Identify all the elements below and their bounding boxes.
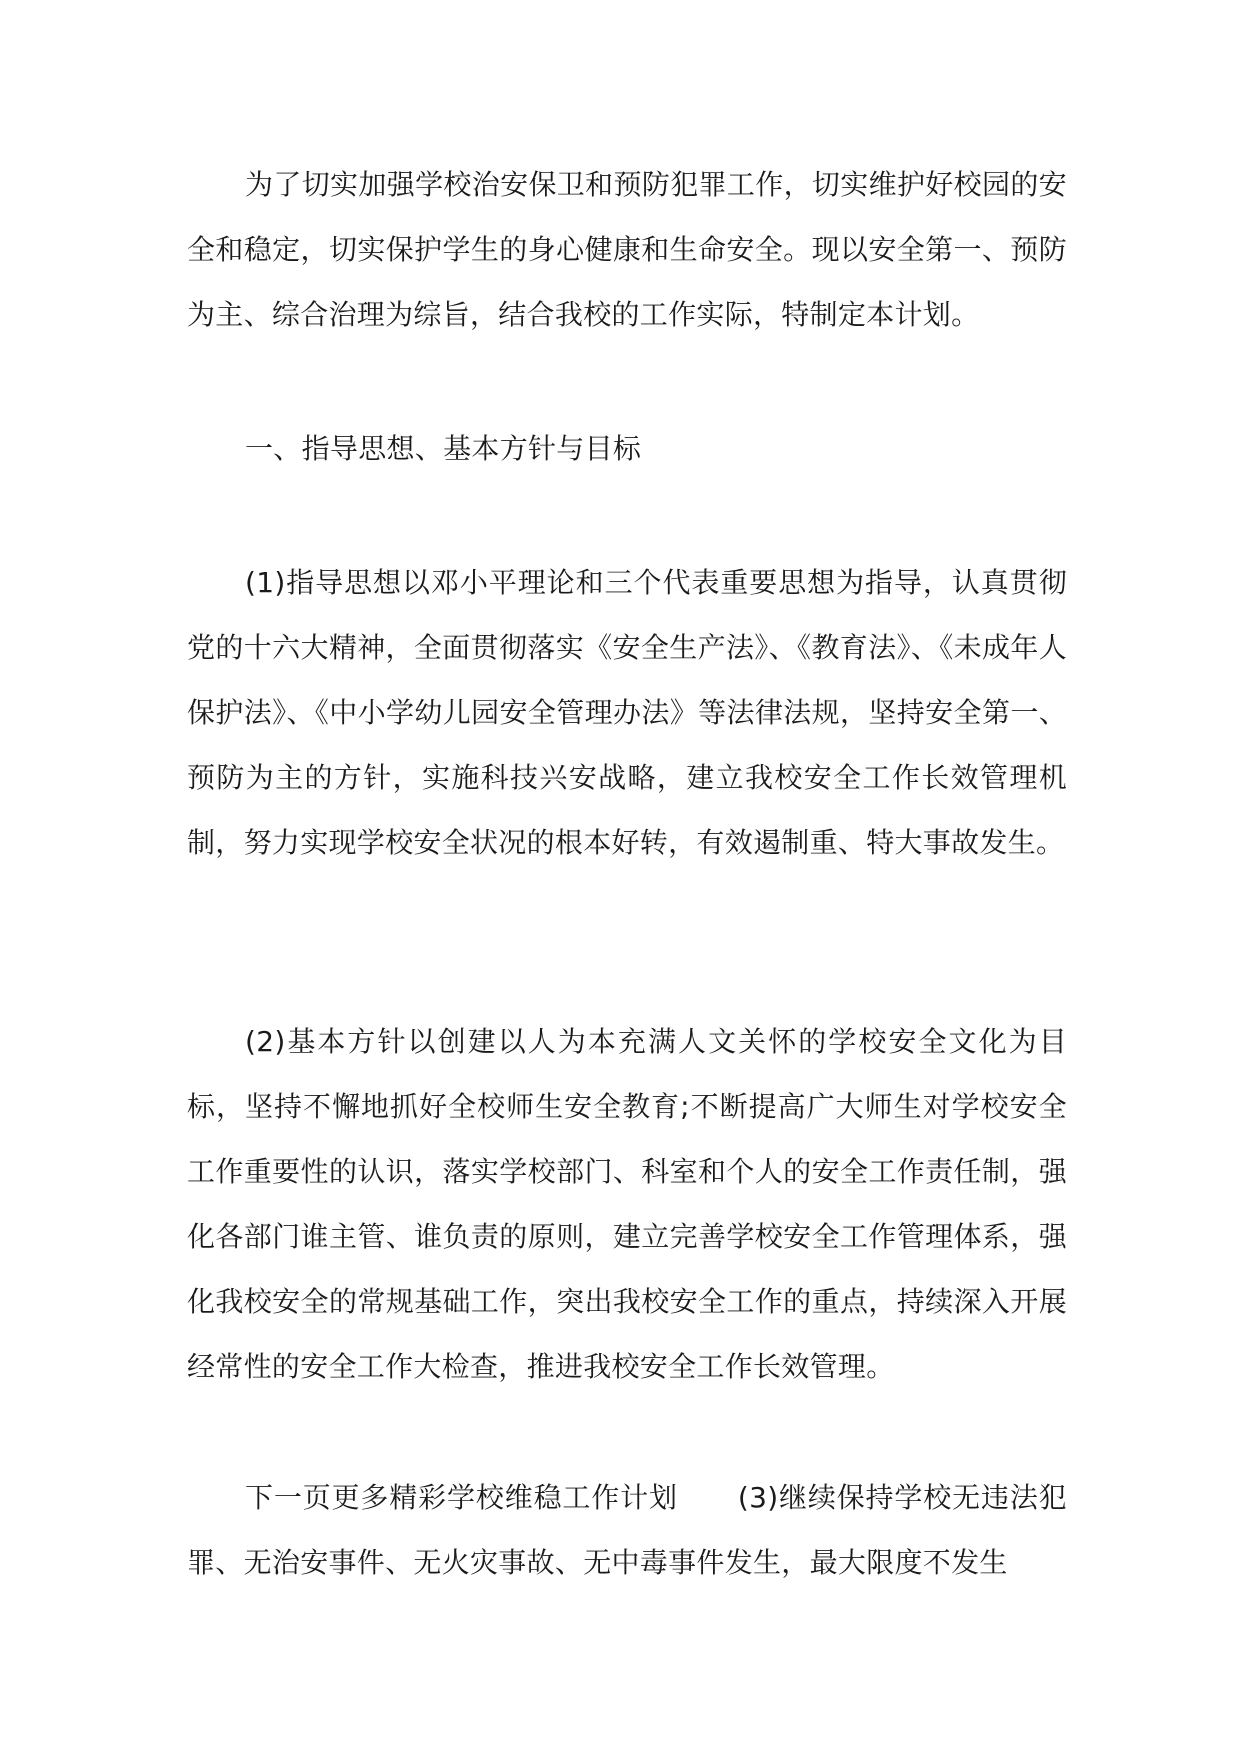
- next-page-link[interactable]: 下一页更多精彩学校维稳工作计划: [245, 1481, 678, 1514]
- goals-text: (3)继续保持学校无违法犯罪、无治安事件、无火灾事故、无中毒事件发生，最大限度不发生: [187, 1481, 1067, 1579]
- basic-policy-paragraph: (2)基本方针以创建以人为本充满人文关怀的学校安全文化为目标，坚持不懈地抓好全校师生安全教育;不断提高广大师生对学校安全工作重要性的认识，落实学校部门、科室和个人的安全工作责任制，强化各部门谁主管、谁负责的原则，建立完善学校安全工作管理体系，强化我校安全的常规基础工作，突出我校安全工作的重点，持续深入开展经常性的安全工作大检查，推进我校安全工作长效管理。: [187, 1025, 1067, 1383]
- section-heading: 一、指导思想、基本方针与目标: [245, 432, 642, 465]
- intro-paragraph: 为了切实加强学校治安保卫和预防犯罪工作，切实维护好校园的安全和稳定，切实保护学生的身心健康和生命安全。现以安全第一、预防为主、综合治理为综旨，结合我校的工作实际，特制定本计划。: [187, 168, 1067, 331]
- goals-paragraph: [187, 1465, 1067, 1595]
- guiding-ideology-paragraph: (1)指导思想以邓小平理论和三个代表重要思想为指导，认真贯彻党的十六大精神，全面贯彻落实《安全生产法》、《教育法》、《未成年人保护法》、《中小学幼儿园安全管理办法》等法律法规，坚持安全第一、预防为主的方针，实施科技兴安战略，建立我校安全工作长效管理机制，努力实现学校安全状况的根本好转，有效遏制重、特大事故发生。: [187, 566, 1067, 859]
